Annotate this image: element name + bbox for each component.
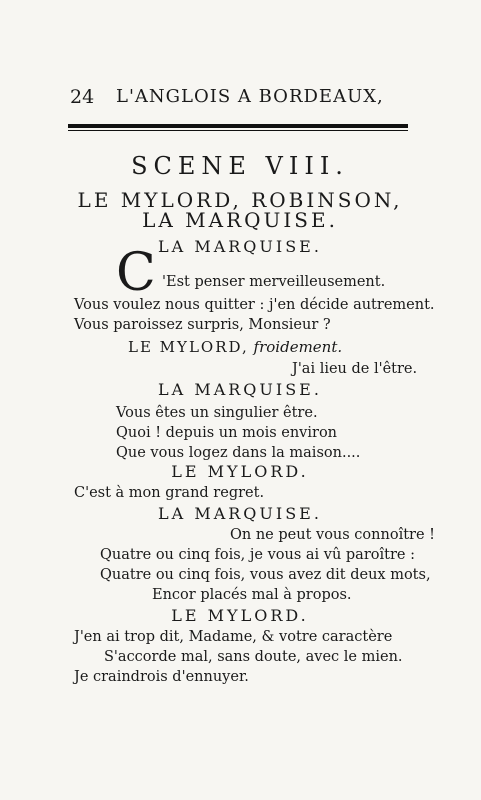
scene-cast-line-1: LE MYLORD, ROBINSON, <box>77 188 403 212</box>
speaker-heading: LE MYLORD. <box>171 462 309 481</box>
verse-line: On ne peut vous connoître ! <box>230 527 435 543</box>
speaker-heading: LA MARQUISE. <box>158 504 322 523</box>
verse-line: C'est à mon grand regret. <box>74 485 265 501</box>
scene-cast-line-2: LA MARQUISE. <box>142 208 338 232</box>
verse-line: 'Est penser merveilleusement. <box>162 274 386 290</box>
scene-title: SCENE VIII. <box>131 152 349 180</box>
verse-line: S'accorde mal, sans doute, avec le mien. <box>104 649 403 665</box>
page-number: 24 <box>70 86 95 108</box>
verse-line: Encor placés mal à propos. <box>152 587 352 603</box>
verse-line: J'en ai trop dit, Madame, & votre caractère <box>74 629 393 645</box>
verse-line: J'ai lieu de l'être. <box>292 361 418 377</box>
speaker-heading: LA MARQUISE. <box>158 380 322 399</box>
verse-line: Vous êtes un singulier être. <box>116 405 318 421</box>
verse-line: Quoi ! depuis un mois environ <box>116 425 338 441</box>
speaker-name: LE MYLORD, <box>128 338 249 356</box>
drop-cap: C <box>116 243 156 303</box>
verse-line: Vous paroissez surpris, Monsieur ? <box>74 317 331 333</box>
speaker-heading: LA MARQUISE. <box>158 237 322 256</box>
verse-line: Quatre ou cinq fois, je vous ai vû paroître : <box>100 547 415 563</box>
verse-line: Que vous logez dans la maison.... <box>116 445 361 461</box>
stage-direction: froidement. <box>253 338 343 356</box>
header-rule-thin <box>68 130 408 131</box>
verse-line: Je craindrois d'ennuyer. <box>74 669 249 685</box>
running-header <box>70 86 410 108</box>
speaker-heading <box>128 338 342 356</box>
speaker-heading: LE MYLORD. <box>171 606 309 625</box>
verse-line: Quatre ou cinq fois, vous avez dit deux mots, <box>100 567 431 583</box>
verse-line: Vous voulez nous quitter : j'en décide autrement. <box>74 297 435 313</box>
header-rule-thick <box>68 124 408 128</box>
running-title: L'ANGLOIS A BORDEAUX, <box>116 86 384 107</box>
